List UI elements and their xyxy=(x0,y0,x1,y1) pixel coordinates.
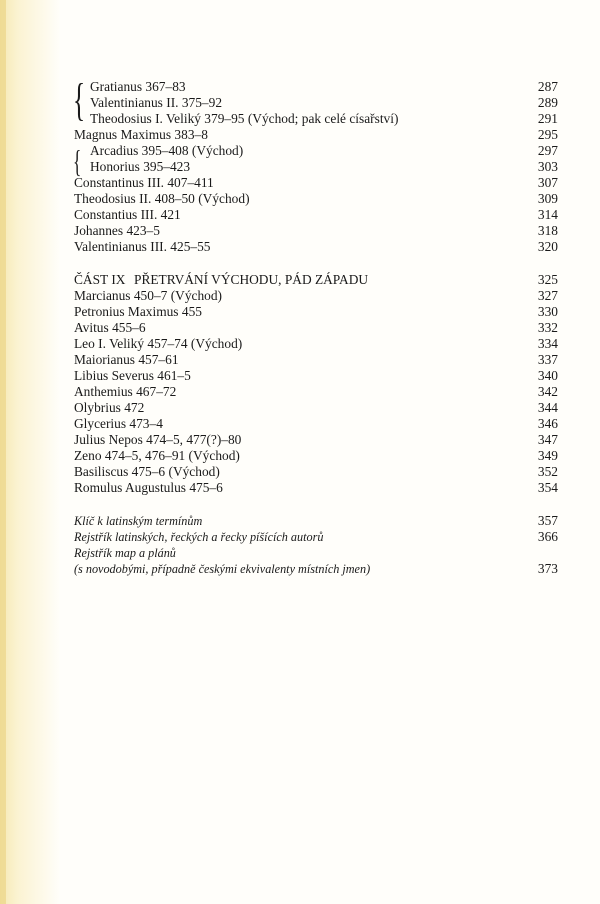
toc-entry-page: 342 xyxy=(537,384,558,399)
toc-entry-page: 297 xyxy=(537,143,558,158)
toc-entry-page: 330 xyxy=(537,304,558,319)
toc-entry-page: 291 xyxy=(537,111,558,126)
toc-entry xyxy=(74,143,558,159)
toc-entry xyxy=(74,384,558,400)
spacer xyxy=(74,255,558,272)
toc-entry xyxy=(74,79,558,95)
toc-entry-title: Leo I. Veliký 457–74 (Východ) xyxy=(74,336,243,351)
toc-entry-page: 354 xyxy=(537,480,558,495)
toc-entry xyxy=(74,304,558,320)
toc-entry xyxy=(74,175,558,191)
brace-glyph: { xyxy=(73,143,82,179)
toc-entry-title: Honorius 395–423 xyxy=(90,159,191,174)
toc-entry-title: Valentinianus II. 375–92 xyxy=(90,95,223,110)
toc-entry-page: 325 xyxy=(537,272,558,287)
toc-entry-page: 340 xyxy=(537,368,558,383)
toc-entry-title: Rejstřík latinských, řeckých a řecky píšících autorů xyxy=(74,530,324,544)
toc-entry xyxy=(74,191,558,207)
toc-entry-title: Magnus Maximus 383–8 xyxy=(74,127,208,142)
toc-appendix-entry xyxy=(74,529,558,545)
toc-entry-title: Valentinianus III. 425–55 xyxy=(74,239,211,254)
toc-entry-title: Glycerius 473–4 xyxy=(74,416,163,431)
toc-entry-page: 347 xyxy=(537,432,558,447)
toc-entry-page: 307 xyxy=(537,175,558,190)
toc-entry-title: Zeno 474–5, 476–91 (Východ) xyxy=(74,448,240,463)
toc-entry xyxy=(74,432,558,448)
toc-entry-page: 295 xyxy=(537,127,558,142)
toc-entry-title: Julius Nepos 474–5, 477(?)–80 xyxy=(74,432,242,447)
toc-entry-page: 320 xyxy=(537,239,558,254)
toc-entry-page: 318 xyxy=(537,223,558,238)
toc-entry-title: Olybrius 472 xyxy=(74,400,145,415)
toc-entry-page: 337 xyxy=(537,352,558,367)
toc-entry-page: 349 xyxy=(537,448,558,463)
toc-entry xyxy=(74,111,558,127)
toc-entry-title: Maiorianus 457–61 xyxy=(74,352,179,367)
toc-entry-title: Theodosius I. Veliký 379–95 (Východ; pak celé císařství) xyxy=(90,111,399,126)
toc-entry xyxy=(74,207,558,223)
toc-entry xyxy=(74,352,558,368)
toc-entry-title: Petronius Maximus 455 xyxy=(74,304,202,319)
table-of-contents xyxy=(73,74,558,577)
toc-entry-page: 287 xyxy=(537,79,558,94)
toc-entry xyxy=(74,400,558,416)
toc-entry xyxy=(74,416,558,432)
section-title: PŘETRVÁNÍ VÝCHODU, PÁD ZÁPADU xyxy=(134,272,369,287)
toc-entry xyxy=(74,320,558,336)
toc-entry-title: Constantius III. 421 xyxy=(74,207,181,222)
toc-entry xyxy=(74,368,558,384)
toc-section-heading xyxy=(74,272,558,288)
spacer xyxy=(74,496,558,513)
toc-entry-title: Libius Severus 461–5 xyxy=(74,368,191,383)
toc-group-1 xyxy=(73,74,558,179)
toc-entry-title: Klíč k latinským termínům xyxy=(74,514,203,528)
toc-entry-title: Rejstřík map a plánů xyxy=(74,546,176,560)
toc-appendix-entry xyxy=(74,561,558,577)
toc-entry-page: 309 xyxy=(537,191,558,206)
toc-entry-page: 357 xyxy=(537,513,558,528)
toc-entry-title: Arcadius 395–408 (Východ) xyxy=(90,143,244,158)
brace-glyph: { xyxy=(73,74,86,125)
section-label: ČÁST IX xyxy=(74,272,126,287)
toc-entry-title: Marcianus 450–7 (Východ) xyxy=(74,288,223,303)
toc-entry xyxy=(74,95,558,111)
toc-entry xyxy=(74,127,558,143)
toc-entry-title: Romulus Augustulus 475–6 xyxy=(74,480,223,495)
toc-entry xyxy=(74,239,558,255)
toc-entry xyxy=(74,223,558,239)
toc-entry-title: Constantinus III. 407–411 xyxy=(74,175,214,190)
toc-entry xyxy=(74,159,558,175)
toc-entry-title: Basiliscus 475–6 (Východ) xyxy=(74,464,220,479)
toc-entry xyxy=(74,448,558,464)
toc-appendix-entry xyxy=(74,545,558,561)
toc-entry-page: 344 xyxy=(537,400,558,415)
toc-entry-title: Johannes 423–5 xyxy=(74,223,160,238)
toc-entry-page: 373 xyxy=(537,561,558,576)
toc-appendix-entry xyxy=(74,513,558,529)
toc-entry-page: 352 xyxy=(537,464,558,479)
toc-entry-page: 334 xyxy=(537,336,558,351)
toc-entry xyxy=(74,464,558,480)
toc-entry-page: 366 xyxy=(537,529,558,544)
toc-entry-title: Avitus 455–6 xyxy=(74,320,146,335)
toc-entry-page: 303 xyxy=(537,159,558,174)
toc-entry-title: (s novodobými, případně českými ekvivalenty místních jmen) xyxy=(74,562,371,576)
toc-entry-page: 314 xyxy=(537,207,558,222)
toc-entry-title: Gratianus 367–83 xyxy=(90,79,186,94)
toc-entry xyxy=(74,288,558,304)
toc-entry xyxy=(74,480,558,496)
toc-entry-page: 327 xyxy=(537,288,558,303)
toc-entry-page: 289 xyxy=(537,95,558,110)
toc-entry-page: 332 xyxy=(537,320,558,335)
toc-entry-page: 346 xyxy=(537,416,558,431)
toc-entry-title: Theodosius II. 408–50 (Východ) xyxy=(74,191,250,206)
toc-entry xyxy=(74,336,558,352)
toc-entry-title: Anthemius 467–72 xyxy=(74,384,177,399)
